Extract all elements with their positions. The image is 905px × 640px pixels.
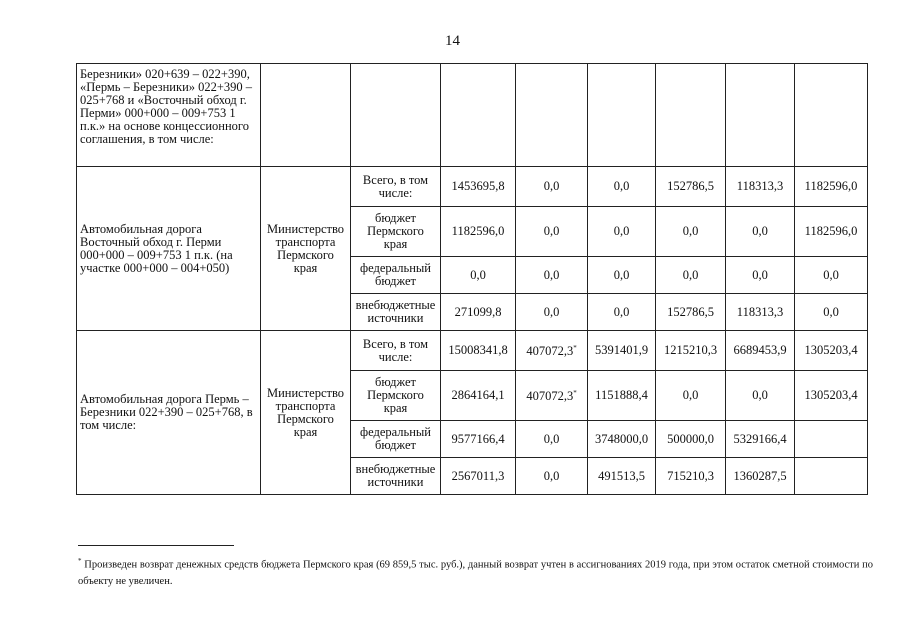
- value-cell: 1215210,3: [656, 331, 726, 371]
- footnote-text: Произведен возврат денежных средств бюджета Пермского края (69 859,5 тыс. руб.), данный возврат учтен в ассигнованиях 2019 года, при этом остаток сметной стоимости по объекту не увеличен.: [78, 559, 874, 587]
- org-cell: Министерство транспорта Пермского края: [261, 331, 351, 495]
- value-cell: 715210,3: [656, 458, 726, 495]
- value-cell: 118313,3: [726, 294, 795, 331]
- empty-cell: [726, 64, 795, 167]
- value-cell: [516, 371, 588, 421]
- object-cell: Березники» 020+639 – 022+390, «Пермь – Березники» 022+390 – 025+768 и «Восточный обход г. Перми» 000+000 – 009+753 1 п.к.» на основе концессионного соглашения, в том числе:: [77, 64, 261, 167]
- page-number: 14: [445, 33, 460, 49]
- value-text: 407072,3: [526, 344, 574, 359]
- value-cell: 9577166,4: [441, 421, 516, 458]
- value-cell: 3748000,0: [588, 421, 656, 458]
- value-cell: 0,0: [656, 207, 726, 257]
- footnote-divider: [78, 545, 234, 546]
- value-cell: 6689453,9: [726, 331, 795, 371]
- value-cell: 1151888,4: [588, 371, 656, 421]
- value-cell: 0,0: [726, 207, 795, 257]
- empty-cell: [261, 64, 351, 167]
- source-cell: бюджет Пермского края: [351, 371, 441, 421]
- value-cell: 5391401,9: [588, 331, 656, 371]
- value-cell: 0,0: [588, 294, 656, 331]
- value-cell: [516, 331, 588, 371]
- value-cell: 0,0: [588, 257, 656, 294]
- org-cell: Министерство транспорта Пермского края: [261, 167, 351, 331]
- source-cell: Всего, в том числе:: [351, 331, 441, 371]
- value-cell: 0,0: [656, 371, 726, 421]
- value-cell: 1305203,4: [795, 371, 868, 421]
- empty-cell: [588, 64, 656, 167]
- value-cell: 118313,3: [726, 167, 795, 207]
- table-row: [77, 167, 868, 207]
- value-cell: 2567011,3: [441, 458, 516, 495]
- object-cell: Автомобильная дорога Восточный обход г. Перми 000+000 – 009+753 1 п.к. (на участке 000+000 – 004+050): [77, 167, 261, 331]
- value-cell: 0,0: [795, 294, 868, 331]
- value-cell: 0,0: [516, 167, 588, 207]
- value-cell: 0,0: [441, 257, 516, 294]
- footnote: [78, 553, 873, 590]
- footnote-marker: *: [573, 389, 577, 398]
- value-cell: 491513,5: [588, 458, 656, 495]
- source-cell: внебюджетные источники: [351, 458, 441, 495]
- table-row: [77, 64, 868, 167]
- value-cell: 0,0: [588, 167, 656, 207]
- value-cell: 271099,8: [441, 294, 516, 331]
- value-text: 407072,3: [526, 389, 574, 404]
- value-cell: [795, 421, 868, 458]
- empty-cell: [516, 64, 588, 167]
- value-cell: [795, 458, 868, 495]
- value-cell: 152786,5: [656, 167, 726, 207]
- value-cell: 0,0: [795, 257, 868, 294]
- value-cell: 0,0: [516, 458, 588, 495]
- object-cell: Автомобильная дорога Пермь – Березники 022+390 – 025+768, в том числе:: [77, 331, 261, 495]
- value-cell: 0,0: [516, 294, 588, 331]
- value-cell: 0,0: [726, 371, 795, 421]
- value-cell: 1360287,5: [726, 458, 795, 495]
- value-cell: 15008341,8: [441, 331, 516, 371]
- value-cell: 1182596,0: [441, 207, 516, 257]
- footnote-marker: *: [78, 557, 82, 565]
- empty-cell: [656, 64, 726, 167]
- source-cell: федеральный бюджет: [351, 257, 441, 294]
- value-cell: 0,0: [588, 207, 656, 257]
- source-cell: бюджет Пермского края: [351, 207, 441, 257]
- value-cell: 1453695,8: [441, 167, 516, 207]
- value-cell: 0,0: [516, 207, 588, 257]
- empty-cell: [441, 64, 516, 167]
- value-cell: 1182596,0: [795, 207, 868, 257]
- footnote-marker: *: [573, 344, 577, 353]
- empty-cell: [795, 64, 868, 167]
- value-cell: 1305203,4: [795, 331, 868, 371]
- source-cell: Всего, в том числе:: [351, 167, 441, 207]
- budget-table: [76, 63, 868, 495]
- value-cell: 152786,5: [656, 294, 726, 331]
- value-cell: 0,0: [726, 257, 795, 294]
- value-cell: 0,0: [656, 257, 726, 294]
- source-cell: внебюджетные источники: [351, 294, 441, 331]
- value-cell: 1182596,0: [795, 167, 868, 207]
- value-cell: 0,0: [516, 257, 588, 294]
- value-cell: 500000,0: [656, 421, 726, 458]
- value-cell: 2864164,1: [441, 371, 516, 421]
- value-cell: 5329166,4: [726, 421, 795, 458]
- empty-cell: [351, 64, 441, 167]
- value-cell: 0,0: [516, 421, 588, 458]
- table-row: [77, 331, 868, 371]
- source-cell: федеральный бюджет: [351, 421, 441, 458]
